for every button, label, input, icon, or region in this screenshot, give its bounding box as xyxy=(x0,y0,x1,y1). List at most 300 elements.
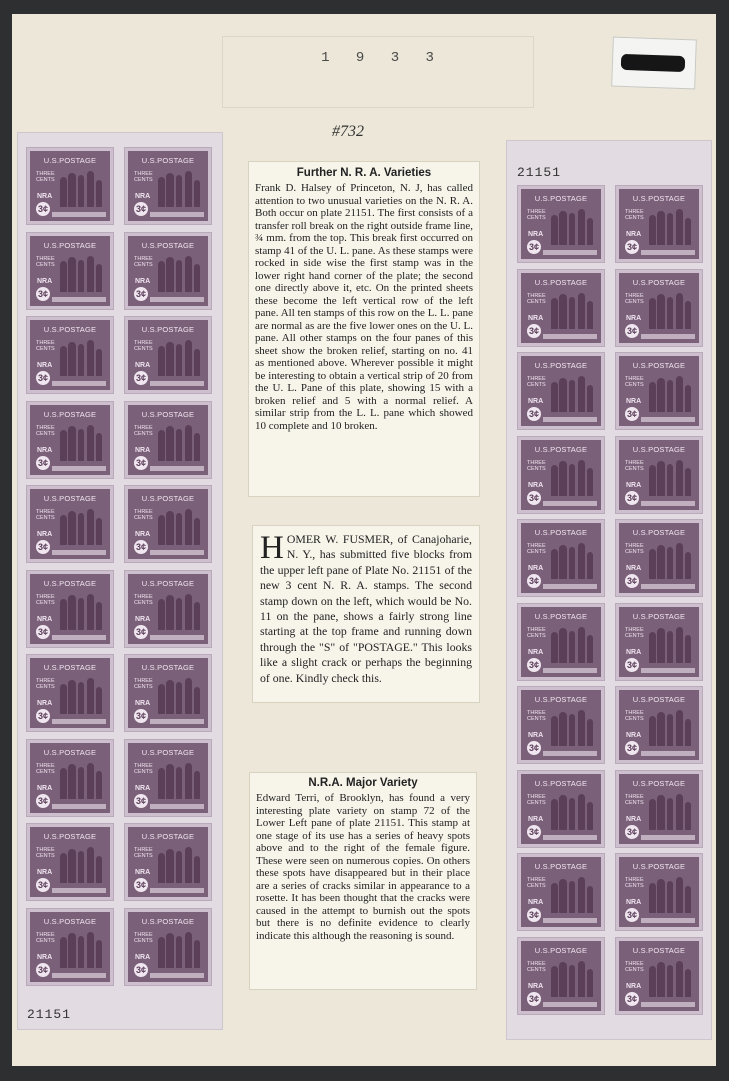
workers-figure xyxy=(547,624,595,663)
stamp-initials: NRA xyxy=(37,531,53,538)
workers-figure xyxy=(56,591,104,630)
stamp-denomination: 3¢ xyxy=(135,711,146,721)
stamp-title: U.S.POSTAGE xyxy=(632,361,686,370)
stamp-design xyxy=(128,236,208,306)
stamp-title: U.S.POSTAGE xyxy=(632,444,686,454)
stamp-denomination: 3¢ xyxy=(626,826,637,837)
stamp-title: U.S.POSTAGE xyxy=(43,409,97,419)
stamp-title: U.S.POSTAGE xyxy=(141,832,195,841)
stamp-motto-band xyxy=(150,973,204,978)
stamp-nra-3c xyxy=(615,352,703,430)
stamp-initials: NRA xyxy=(528,732,544,739)
stamp-nra-3c xyxy=(615,686,703,764)
stamp-initials: NRA xyxy=(626,231,642,238)
stamp-denomination: 3¢ xyxy=(37,795,48,806)
stamp-motto-band xyxy=(150,297,204,302)
stamp-initials: NRA xyxy=(135,362,151,369)
stamp-denomination: 3¢ xyxy=(528,409,539,419)
clipping-title: N.R.A. Major Variety xyxy=(308,777,418,789)
stamp-value-text: THREE CENTS xyxy=(36,678,55,690)
stamp-title: U.S.POSTAGE xyxy=(141,494,195,503)
stamp-value-text: THREE CENTS xyxy=(36,931,55,944)
stamp-denomination: 3¢ xyxy=(135,964,146,975)
workers-figure xyxy=(56,337,104,376)
stamp-nra-3c xyxy=(124,739,212,817)
stamp-denomination: 3¢ xyxy=(528,576,539,586)
workers-figure xyxy=(154,422,202,461)
stamp-design xyxy=(619,857,699,927)
workers-figure xyxy=(154,844,202,883)
stamp-initials: NRA xyxy=(626,314,642,322)
clipping-major-variety xyxy=(249,772,477,990)
stamp-value-text: THREE CENTS xyxy=(134,762,153,775)
clipping-body: Frank D. Halsey of Princeton, N. J, has called attention to two unusual varieties on the N. R. A. Both occur on plate 21151. The first consists of a transfer roll break on the right outside frame line, ¾ mm. from the top. This break first occurred on stamp 41 of the U. L. pane. As these stamps were rocked in side wise the first stamp was in the lower right hand corner of the plate; the second one directly above it, etc. On the printed sheets these become the left vertical row of the left pane. All ten stamps of this row on the L. L. pane are normal as are the five lower ones on the U. L. pane. All other stamps on the four panes of this sheet show the broken relief, starting on no. 41 as mentioned above. Wherever possible it might be interesting to obtain a vertical strip of 20 from the U. L. Pane of this plate, showing 15 with a broken relief and 5 with a normal relief. A similar strip from the L. L. pane which showed 10 complete and 10 broken. xyxy=(255,182,473,432)
stamp-design xyxy=(521,273,601,343)
page-year: 1 9 3 3 xyxy=(321,50,443,66)
stamp-design xyxy=(30,151,110,221)
stamp-nra-3c xyxy=(26,316,114,394)
left-plate-block xyxy=(17,132,223,1030)
workers-figure xyxy=(154,253,202,292)
clipping-title: Further N. R. A. Varieties xyxy=(296,167,432,179)
stamp-denomination: 3¢ xyxy=(135,880,146,890)
stamp-value-text: THREE CENTS xyxy=(36,255,55,268)
stamp-design xyxy=(619,273,699,343)
stamp-initials: NRA xyxy=(626,648,642,656)
stamp-title: U.S.POSTAGE xyxy=(534,778,588,788)
stamp-title: U.S.POSTAGE xyxy=(141,747,195,757)
stamp-denomination: 3¢ xyxy=(626,993,637,1004)
stamp-value-text: THREE CENTS xyxy=(36,424,55,437)
stamp-design xyxy=(128,912,208,982)
stamp-design xyxy=(30,574,110,644)
workers-figure xyxy=(56,168,104,207)
stamp-title: U.S.POSTAGE xyxy=(141,663,195,672)
stamp-motto-band xyxy=(641,668,695,673)
stamp-motto-band xyxy=(641,1002,695,1007)
stamp-nra-3c xyxy=(124,485,212,563)
album-page xyxy=(12,14,716,1066)
clipping-text: OMER W. FUSMER, of Canajoharie, N. Y., has submitted five blocks from the upper left pane of Plate No. 21151 of the new 3 cent N. R. A. stamps. The second stamp down on the left, which would be No. 11 on the pane, shows a fairly strong line starting at the top frame and running down through the "S" of "POSTAGE." This looks like a slight crack or perhaps the beginning of one. Kindly check this. xyxy=(260,532,472,685)
stamp-motto-band xyxy=(52,466,106,471)
stamp-initials: NRA xyxy=(528,398,544,405)
stamp-motto-band xyxy=(52,888,106,893)
stamp-motto-band xyxy=(150,719,204,724)
stamp-title: U.S.POSTAGE xyxy=(534,194,588,203)
workers-figure xyxy=(645,206,693,245)
stamp-design xyxy=(128,489,208,559)
stamp-value-text: THREE CENTS xyxy=(36,509,55,521)
workers-figure xyxy=(56,422,104,461)
stamp-denomination: 3¢ xyxy=(37,711,48,721)
stamp-value-text: THREE CENTS xyxy=(527,710,546,722)
stamp-denomination: 3¢ xyxy=(37,204,48,214)
stamp-title: U.S.POSTAGE xyxy=(43,156,97,165)
workers-figure xyxy=(547,457,595,496)
workers-figure xyxy=(645,540,693,579)
stamp-design xyxy=(619,607,699,677)
workers-figure xyxy=(645,874,693,913)
stamp-design xyxy=(619,690,699,760)
stamp-initials: NRA xyxy=(626,982,642,990)
stamp-nra-3c xyxy=(26,485,114,563)
clipping-further-varieties xyxy=(248,161,480,497)
stamp-value-text: THREE CENTS xyxy=(625,459,644,472)
drop-cap: H xyxy=(260,530,284,566)
stamp-design xyxy=(30,489,110,559)
stamp-initials: NRA xyxy=(135,531,151,538)
stamp-title: U.S.POSTAGE xyxy=(632,778,686,788)
stamp-nra-3c xyxy=(124,232,212,310)
stamp-design xyxy=(128,743,208,813)
stamp-initials: NRA xyxy=(528,899,544,906)
stamp-denomination: 3¢ xyxy=(626,659,637,670)
stamp-motto-band xyxy=(52,297,106,302)
stamp-design xyxy=(521,607,601,677)
stamp-design xyxy=(30,236,110,306)
stamp-nra-3c xyxy=(517,269,605,347)
stamp-design xyxy=(619,440,699,510)
stamp-value-text: THREE CENTS xyxy=(527,793,546,806)
workers-figure xyxy=(154,591,202,630)
stamp-title: U.S.POSTAGE xyxy=(534,277,588,287)
stamp-title: U.S.POSTAGE xyxy=(141,916,195,926)
header-frame xyxy=(222,36,534,108)
stamp-denomination: 3¢ xyxy=(528,492,539,503)
stamp-nra-3c xyxy=(26,654,114,732)
stamp-design xyxy=(521,690,601,760)
stamp-motto-band xyxy=(150,888,204,893)
stamp-denomination: 3¢ xyxy=(528,993,539,1004)
workers-figure xyxy=(56,253,104,292)
stamp-denomination: 3¢ xyxy=(37,880,48,890)
workers-figure xyxy=(154,337,202,376)
stamp-initials: NRA xyxy=(135,700,151,707)
workers-figure xyxy=(56,844,104,883)
stamp-value-text: THREE CENTS xyxy=(134,171,153,183)
stamp-title: U.S.POSTAGE xyxy=(141,578,195,588)
stamp-motto-band xyxy=(543,918,597,923)
stamp-initials: NRA xyxy=(37,277,53,285)
stamp-initials: NRA xyxy=(135,277,151,285)
stamp-initials: NRA xyxy=(528,481,544,489)
stamp-value-text: THREE CENTS xyxy=(527,292,546,305)
stamp-motto-band xyxy=(641,918,695,923)
stamp-nra-3c xyxy=(615,269,703,347)
stamp-value-text: THREE CENTS xyxy=(527,376,546,388)
stamp-motto-band xyxy=(543,501,597,506)
stamp-nra-3c xyxy=(517,686,605,764)
stamp-value-text: THREE CENTS xyxy=(527,960,546,973)
stamp-initials: NRA xyxy=(37,700,53,707)
workers-figure xyxy=(154,168,202,207)
stamp-initials: NRA xyxy=(37,869,53,876)
stamp-initials: NRA xyxy=(37,446,53,454)
stamp-value-text: THREE CENTS xyxy=(134,931,153,944)
stamp-nra-3c xyxy=(615,519,703,597)
stamp-denomination: 3¢ xyxy=(37,457,48,468)
stamp-design xyxy=(128,151,208,221)
stamp-title: U.S.POSTAGE xyxy=(632,945,686,955)
workers-figure xyxy=(645,958,693,997)
stamp-motto-band xyxy=(52,635,106,640)
stamp-nra-3c xyxy=(517,185,605,263)
stamp-motto-band xyxy=(52,381,106,386)
stamp-motto-band xyxy=(543,1002,597,1007)
clipping-body xyxy=(260,532,472,686)
stamp-denomination: 3¢ xyxy=(626,743,637,753)
stamp-motto-band xyxy=(641,584,695,589)
stamp-design xyxy=(521,941,601,1011)
stamp-nra-3c xyxy=(26,570,114,648)
stamp-design xyxy=(521,523,601,593)
stamp-title: U.S.POSTAGE xyxy=(43,240,97,250)
stamp-motto-band xyxy=(641,417,695,422)
stamp-nra-3c xyxy=(517,352,605,430)
workers-figure xyxy=(547,290,595,329)
stamp-motto-band xyxy=(543,584,597,589)
stamp-motto-band xyxy=(150,381,204,386)
stamp-nra-3c xyxy=(124,654,212,732)
stamp-value-text: THREE CENTS xyxy=(134,340,153,352)
workers-figure xyxy=(547,707,595,746)
stamp-title: U.S.POSTAGE xyxy=(43,832,97,841)
workers-figure xyxy=(56,506,104,545)
stamp-value-text: THREE CENTS xyxy=(36,847,55,859)
stamp-title: U.S.POSTAGE xyxy=(534,862,588,871)
redaction-mark xyxy=(621,54,686,72)
workers-figure xyxy=(547,373,595,412)
workers-figure xyxy=(56,760,104,799)
stamp-value-text: THREE CENTS xyxy=(36,340,55,352)
stamp-value-text: THREE CENTS xyxy=(625,710,644,722)
stamp-value-text: THREE CENTS xyxy=(134,424,153,437)
stamp-nra-3c xyxy=(615,853,703,931)
stamp-denomination: 3¢ xyxy=(135,795,146,806)
stamp-title: U.S.POSTAGE xyxy=(632,528,686,537)
stamp-nra-3c xyxy=(124,908,212,986)
stamp-nra-3c xyxy=(517,603,605,681)
stamp-title: U.S.POSTAGE xyxy=(43,663,97,672)
stamp-value-text: THREE CENTS xyxy=(527,543,546,555)
stamp-nra-3c xyxy=(26,147,114,225)
stamp-nra-3c xyxy=(124,570,212,648)
stamp-design xyxy=(30,658,110,728)
stamp-value-text: THREE CENTS xyxy=(527,459,546,472)
stamp-initials: NRA xyxy=(135,193,151,200)
stamp-nra-3c xyxy=(26,739,114,817)
stamp-nra-3c xyxy=(517,770,605,848)
stamp-motto-band xyxy=(52,973,106,978)
stamp-initials: NRA xyxy=(37,362,53,369)
stamp-motto-band xyxy=(543,250,597,255)
plate-number: 21151 xyxy=(27,1007,72,1022)
clipping-body: Edward Terri, of Brooklyn, has found a very interesting plate variety on stamp 72 of the Lower Left pane of plate 21151. This stamp at one stage of its use has a series of heavy spots above and to the right of the female figure. These were seen on numerous copies. On others these spots have disappeared but in their place are a series of cracks similar in appearance to a rosette. It has been thought that the cracks were caused in the attempt to burnish out the spots but there is no definite evidence to clearly indicate this although the reasoning is sound. xyxy=(256,792,470,942)
workers-figure xyxy=(645,290,693,329)
stamp-denomination: 3¢ xyxy=(626,325,637,336)
stamp-value-text: THREE CENTS xyxy=(36,762,55,775)
stamp-motto-band xyxy=(543,417,597,422)
stamp-initials: NRA xyxy=(528,815,544,823)
stamp-title: U.S.POSTAGE xyxy=(534,528,588,537)
stamp-denomination: 3¢ xyxy=(528,659,539,670)
stamp-design xyxy=(619,189,699,259)
stamp-motto-band xyxy=(150,804,204,809)
stamp-initials: NRA xyxy=(626,398,642,405)
stamp-design xyxy=(619,356,699,426)
stamp-nra-3c xyxy=(26,232,114,310)
stamp-nra-3c xyxy=(26,823,114,901)
stamp-value-text: THREE CENTS xyxy=(527,877,546,889)
stamp-denomination: 3¢ xyxy=(135,542,146,552)
stamp-title: U.S.POSTAGE xyxy=(632,194,686,203)
stamp-value-text: THREE CENTS xyxy=(527,209,546,221)
stamp-title: U.S.POSTAGE xyxy=(632,277,686,287)
stamp-nra-3c xyxy=(124,147,212,225)
stamp-title: U.S.POSTAGE xyxy=(43,578,97,588)
stamp-nra-3c xyxy=(615,603,703,681)
stamp-title: U.S.POSTAGE xyxy=(632,695,686,704)
workers-figure xyxy=(645,707,693,746)
stamp-motto-band xyxy=(543,668,597,673)
stamp-denomination: 3¢ xyxy=(626,409,637,419)
stamp-motto-band xyxy=(150,635,204,640)
workers-figure xyxy=(645,624,693,663)
stamp-denomination: 3¢ xyxy=(37,542,48,552)
stamp-nra-3c xyxy=(615,185,703,263)
stamp-initials: NRA xyxy=(37,615,53,623)
stamp-nra-3c xyxy=(26,908,114,986)
stamp-title: U.S.POSTAGE xyxy=(534,361,588,370)
stamp-initials: NRA xyxy=(135,869,151,876)
stamp-initials: NRA xyxy=(528,314,544,322)
stamp-denomination: 3¢ xyxy=(626,492,637,503)
stamp-title: U.S.POSTAGE xyxy=(43,325,97,334)
stamp-initials: NRA xyxy=(135,953,151,961)
stamp-nra-3c xyxy=(26,401,114,479)
stamp-design xyxy=(619,774,699,844)
stamp-nra-3c xyxy=(517,937,605,1015)
stamp-denomination: 3¢ xyxy=(135,457,146,468)
stamp-title: U.S.POSTAGE xyxy=(43,916,97,926)
stamp-denomination: 3¢ xyxy=(135,204,146,214)
stamp-initials: NRA xyxy=(37,953,53,961)
stamp-denomination: 3¢ xyxy=(37,964,48,975)
workers-figure xyxy=(645,791,693,830)
stamp-value-text: THREE CENTS xyxy=(625,292,644,305)
stamp-value-text: THREE CENTS xyxy=(625,626,644,639)
stamp-motto-band xyxy=(150,212,204,217)
stamp-initials: NRA xyxy=(37,784,53,792)
stamp-denomination: 3¢ xyxy=(528,325,539,336)
workers-figure xyxy=(56,929,104,968)
stamp-initials: NRA xyxy=(626,899,642,906)
stamp-value-text: THREE CENTS xyxy=(134,593,153,606)
stamp-denomination: 3¢ xyxy=(37,373,48,383)
stamp-title: U.S.POSTAGE xyxy=(141,240,195,250)
stamp-design xyxy=(619,523,699,593)
plate-number: 21151 xyxy=(517,165,562,180)
stamp-initials: NRA xyxy=(528,565,544,572)
stamp-initials: NRA xyxy=(626,565,642,572)
stamp-nra-3c xyxy=(615,937,703,1015)
stamp-value-text: THREE CENTS xyxy=(134,678,153,690)
stamp-initials: NRA xyxy=(135,784,151,792)
stamp-title: U.S.POSTAGE xyxy=(632,862,686,871)
stamp-denomination: 3¢ xyxy=(528,242,539,252)
stamp-motto-band xyxy=(543,334,597,339)
workers-figure xyxy=(154,760,202,799)
stamp-nra-3c xyxy=(615,436,703,514)
stamp-title: U.S.POSTAGE xyxy=(632,611,686,621)
stamp-denomination: 3¢ xyxy=(37,626,48,637)
stamp-motto-band xyxy=(641,334,695,339)
stamp-value-text: THREE CENTS xyxy=(527,626,546,639)
stamp-denomination: 3¢ xyxy=(528,743,539,753)
stamp-design xyxy=(128,320,208,390)
stamp-motto-band xyxy=(150,466,204,471)
stamp-initials: NRA xyxy=(626,732,642,739)
stamp-motto-band xyxy=(641,501,695,506)
stamp-title: U.S.POSTAGE xyxy=(534,695,588,704)
stamp-motto-band xyxy=(52,804,106,809)
stamp-design xyxy=(30,405,110,475)
stamp-title: U.S.POSTAGE xyxy=(43,494,97,503)
stamp-denomination: 3¢ xyxy=(135,288,146,299)
stamp-nra-3c xyxy=(517,853,605,931)
stamp-nra-3c xyxy=(124,401,212,479)
stamp-title: U.S.POSTAGE xyxy=(534,945,588,955)
clipping-fusmer xyxy=(252,525,480,703)
stamp-value-text: THREE CENTS xyxy=(134,255,153,268)
redacted-label xyxy=(611,37,697,90)
stamp-initials: NRA xyxy=(528,648,544,656)
stamp-denomination: 3¢ xyxy=(135,626,146,637)
stamp-design xyxy=(30,320,110,390)
stamp-value-text: THREE CENTS xyxy=(625,209,644,221)
stamp-initials: NRA xyxy=(626,481,642,489)
stamp-motto-band xyxy=(150,550,204,555)
stamp-design xyxy=(30,912,110,982)
stamp-denomination: 3¢ xyxy=(626,910,637,920)
stamp-design xyxy=(128,658,208,728)
stamp-value-text: THREE CENTS xyxy=(134,847,153,859)
stamp-design xyxy=(521,189,601,259)
stamp-value-text: THREE CENTS xyxy=(625,877,644,889)
stamp-motto-band xyxy=(641,835,695,840)
stamp-initials: NRA xyxy=(37,193,53,200)
stamp-title: U.S.POSTAGE xyxy=(534,611,588,621)
stamp-design xyxy=(521,440,601,510)
stamp-initials: NRA xyxy=(626,815,642,823)
workers-figure xyxy=(154,506,202,545)
stamp-nra-3c xyxy=(124,823,212,901)
stamp-nra-3c xyxy=(615,770,703,848)
stamp-motto-band xyxy=(52,550,106,555)
workers-figure xyxy=(154,675,202,714)
stamp-title: U.S.POSTAGE xyxy=(141,325,195,334)
right-plate-block xyxy=(506,140,712,1040)
stamp-motto-band xyxy=(52,212,106,217)
stamp-value-text: THREE CENTS xyxy=(625,376,644,388)
stamp-title: U.S.POSTAGE xyxy=(141,156,195,165)
workers-figure xyxy=(547,540,595,579)
stamp-nra-3c xyxy=(124,316,212,394)
stamp-initials: NRA xyxy=(135,446,151,454)
stamp-denomination: 3¢ xyxy=(528,910,539,920)
workers-figure xyxy=(547,791,595,830)
stamp-design xyxy=(128,574,208,644)
